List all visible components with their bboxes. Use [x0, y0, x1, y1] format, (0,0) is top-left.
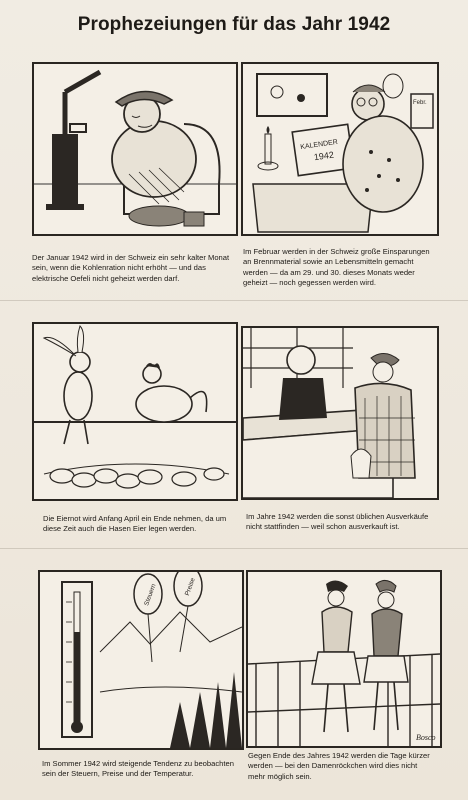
cartoon-panel-february [241, 62, 439, 236]
cartoon-panel-april [32, 322, 238, 501]
thermometer-balloons-illustration [40, 572, 242, 748]
ladies-fence-illustration [248, 572, 440, 746]
paper-fold-line [0, 548, 468, 549]
page-title: Prophezeiungen für das Jahr 1942 [77, 14, 391, 35]
caption-february: Im Februar werden in der Schweiz große Einsparungen an Brennmaterial sowie an Lebensmitteln gemacht werden — da am 29. und 30. dieses Monats weder geheizt — noch gegessen werden wird. [243, 247, 430, 288]
shop-counter-illustration [243, 328, 437, 498]
sleeping-man-illustration [34, 64, 236, 234]
balloon-label-preise: Preise [183, 576, 197, 597]
cartoon-panel-year-end [246, 570, 442, 748]
artist-signature: Bosco [416, 733, 436, 742]
cartoon-panel-summer [38, 570, 244, 750]
hare-hen-illustration [34, 324, 236, 499]
calendar-label: KALENDER [299, 138, 339, 152]
wall-calendar-label: Febr. [413, 100, 427, 106]
calendar-year: 1942 [313, 149, 335, 163]
cartoon-panel-january [32, 62, 238, 236]
woman-calendar-illustration [243, 64, 437, 234]
balloon-label-steuern: Steuern [143, 582, 158, 607]
caption-sales: Im Jahre 1942 werden die sonst üblichen Ausverkäufe nicht stattfinden — weil schon ausverkauft ist. [246, 512, 429, 532]
caption-year-end: Gegen Ende des Jahres 1942 werden die Tage kürzer werden — bei den Damenröckchen wird dies nicht mehr möglich sein. [248, 751, 430, 781]
caption-summer: Im Sommer 1942 wird steigende Tendenz zu beobachten sein der Steuern, Preise und der Temperatur. [42, 759, 234, 779]
caption-january: Der Januar 1942 wird in der Schweiz ein sehr kalter Monat sein, wenn die Kohlenration nicht erhöht — und das elektrische Oefeli nicht geheizt werden darf. [32, 253, 230, 283]
paper-fold-line [0, 300, 468, 301]
caption-april: Die Eiernot wird Anfang April ein Ende nehmen, da um diese Zeit auch die Hasen Eier legen werden. [43, 514, 227, 534]
cartoon-panel-sales [241, 326, 439, 500]
